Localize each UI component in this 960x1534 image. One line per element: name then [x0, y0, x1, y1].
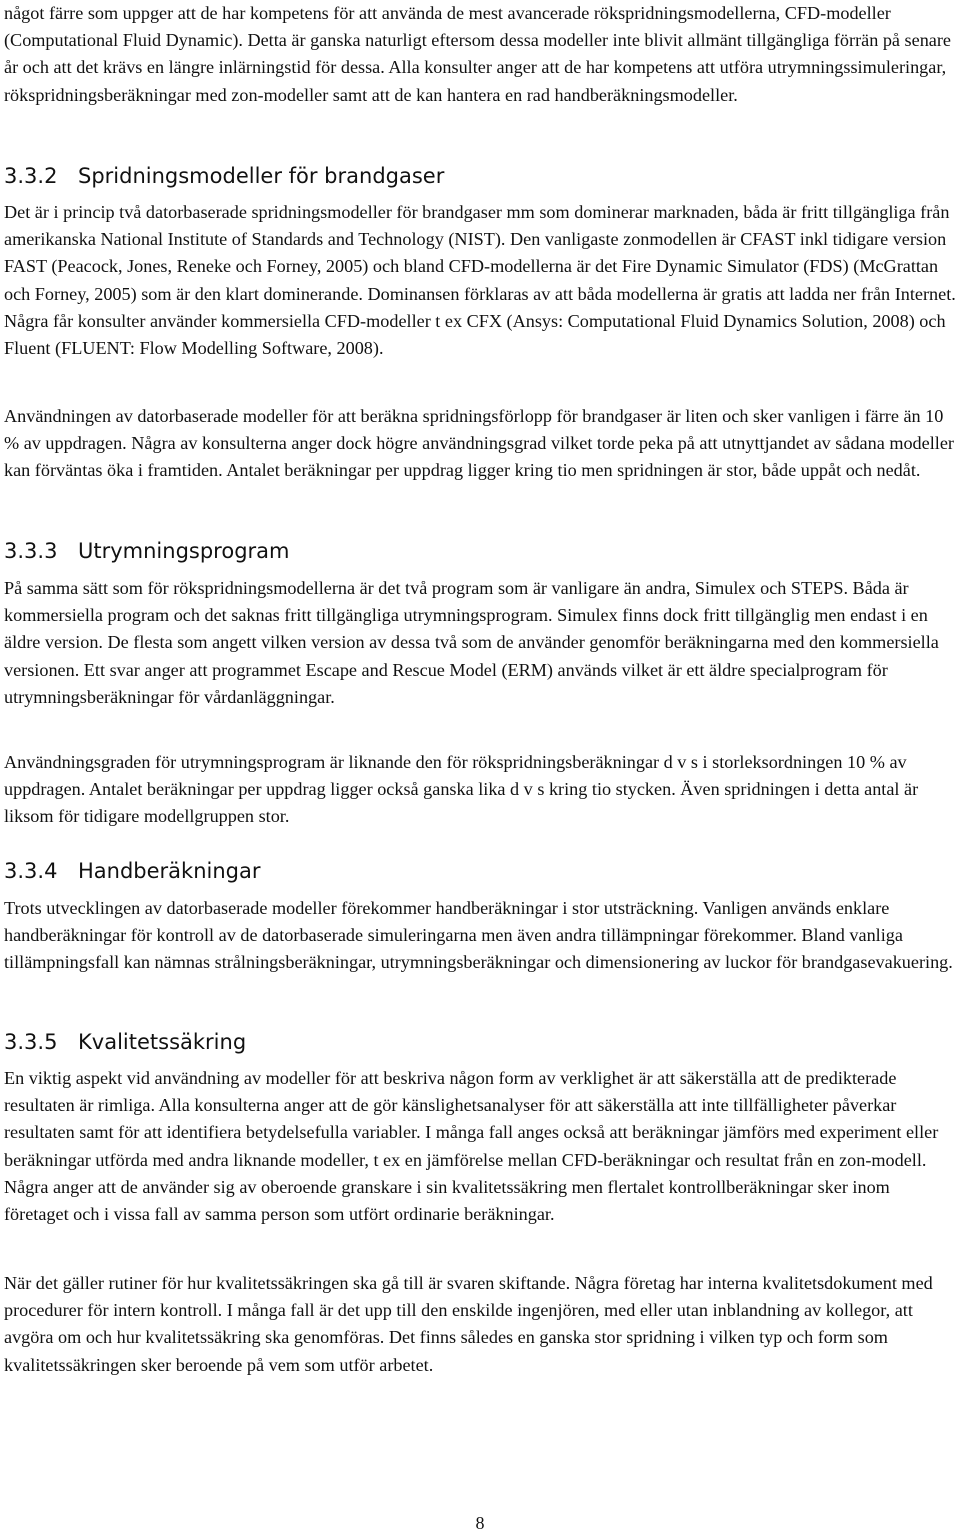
intro-paragraph: något färre som uppger att de har kompetens för att använda de mest avancerade rökspridningsmodellerna, CFD-modeller (Computational Fluid Dynamic). Detta är ganska naturligt eftersom dessa modeller inte blivit allmänt tillgängliga förrän på senare år och att det krävs en längre inlärningstid för dessa. Alla konsulter anger att de har kompetens att utföra utrymningssimuleringar, rökspridningsberäkningar med zon-modeller samt att de kan hantera en rad handberäkningsmodeller.	[4, 3, 951, 105]
section-title: Utrymningsprogram	[78, 539, 290, 563]
evacuation-usage-paragraph: Användningsgraden för utrymningsprogram är liknande den för rökspridningsberäkningar d v s i storleksordningen 10 % av uppdragen. Antalet beräkningar per uppdrag ligger också ganska lika d v s kring tio stycken. Även spridningen i detta antal är liksom för tidigare modellgruppen stor.	[4, 752, 919, 827]
section-heading-3-3-4	[4, 857, 261, 885]
section-number: 3.3.4	[4, 859, 58, 883]
section-heading-3-3-5	[4, 1028, 246, 1056]
section-heading-3-3-2	[4, 162, 444, 190]
section-title: Handberäkningar	[78, 859, 261, 883]
section-title: Kvalitetssäkring	[78, 1030, 247, 1054]
spread-models-paragraph: Det är i princip två datorbaserade spridningsmodeller för brandgaser mm som dominerar marknaden, båda är fritt tillgängliga från amerikanska National Institute of Standards and Technology (NIST). Den vanligaste zonmodellen är CFAST inkl tidigare version FAST (Peacock, Jones, Reneke och Forney, 2005) och bland CFD-modellerna är det Fire Dynamic Simulator (FDS) (McGrattan och Forney, 2005) som är den klart dominerande. Dominansen förklaras av att båda modellerna är gratis att ladda ner från Internet. Några får konsulter använder kommersiella CFD-modeller t ex CFX (Ansys: Computational Fluid Dynamics Solution, 2008) och Fluent (FLUENT: Flow Modelling Software, 2008).	[4, 202, 956, 359]
hand-calculations-paragraph: Trots utvecklingen av datorbaserade modeller förekommer handberäkningar i stor utsträckning. Vanligen används enklare handberäkningar för kontroll av de datorbaserade simuleringarna men även andra tillämpningar förekommer. Bland vanliga tillämpningsfall kan nämnas strålningsberäkningar, utrymningsberäkningar och dimensionering av luckor för brandgasevakuering.	[4, 898, 953, 973]
page-number: 8	[475, 1513, 485, 1533]
quality-routines-paragraph: När det gäller rutiner för hur kvalitetssäkringen ska gå till är svaren skiftande. Några företag har interna kvalitetsdokument med procedurer för intern kontroll. I många fall är det upp till den enskilde ingenjören, med eller utan inblandning av kollegor, att avgöra om och hur kvalitetssäkring ska genomföras. Det finns således en ganska stor spridning i vilken typ och form som kvalitetssäkringen sker beroende på vem som utför arbetet.	[4, 1273, 933, 1375]
section-number: 3.3.5	[4, 1030, 58, 1054]
evacuation-programs-paragraph: På samma sätt som för rökspridningsmodellerna är det två program som är vanligare än andra, Simulex och STEPS. Båda är kommersiella program och det saknas fritt tillgängliga utrymningsprogram. Simulex finns dock fritt tillgänglig men endast i en äldre version. De flesta som angett vilken version av dessa två som de använder genomför beräkningarna med den kommersiella versionen. Ett svar anger att programmet Escape and Rescue Model (ERM) används vilket är ett äldre specialprogram för utrymningsberäkningar för vårdanläggningar.	[4, 578, 939, 707]
section-number: 3.3.2	[4, 164, 58, 188]
quality-assurance-paragraph: En viktig aspekt vid användning av modeller för att beskriva någon form av verklighet är att säkerställa att de predikterade resultaten är rimliga. Alla konsulterna anger att de gör känslighetsanalyser för att säkerställa att inte tillfälligheter påverkar resultaten samt för att identifiera betydelsefulla variabler. I många fall anges också att beräkningar jämförs med experiment eller beräkningar utförda med andra liknande modeller, t ex en jämförelse mellan CFD-beräkningar och resultat från en zon-modell. Några anger att de använder sig av oberoende granskare i sin kvalitetssäkring men flertalet kontrollberäkningar sker inom företaget och i vissa fall av samma person som utfört ordinarie beräkningar.	[4, 1068, 939, 1225]
usage-paragraph: Användningen av datorbaserade modeller för att beräkna spridningsförlopp för brandgaser är liten och sker vanligen i färre än 10 % av uppdragen. Några av konsulterna anger dock högre användningsgrad vilket torde peka på att utnyttjandet av sådana modeller kan förväntas öka i framtiden. Antalet beräkningar per uppdrag ligger kring tio men spridningen är stor, både uppåt och nedåt.	[4, 406, 954, 481]
section-heading-3-3-3	[4, 537, 290, 565]
section-title: Spridningsmodeller för brandgaser	[78, 164, 445, 188]
section-number: 3.3.3	[4, 539, 58, 563]
